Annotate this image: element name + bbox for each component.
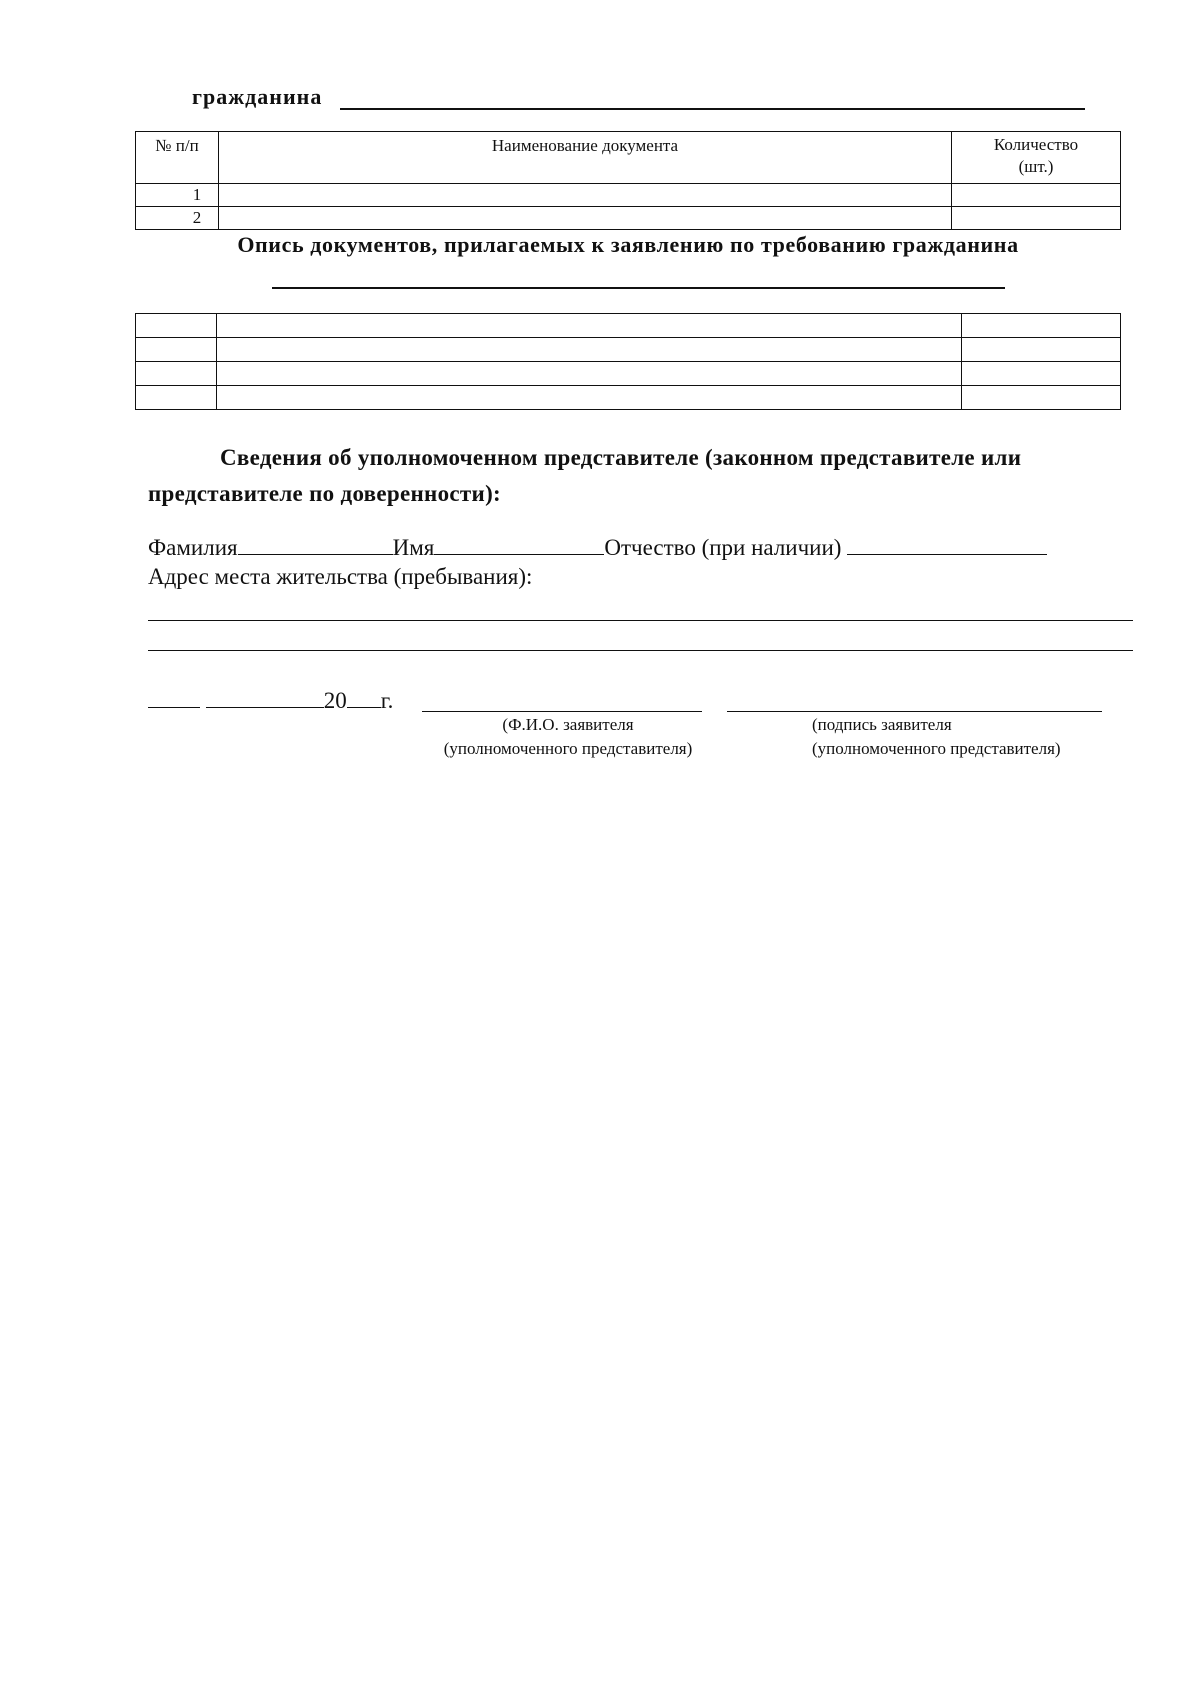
applicant-signature-line[interactable] xyxy=(727,711,1102,712)
table-row xyxy=(136,386,1121,410)
cell[interactable] xyxy=(217,362,962,386)
quantity-cell[interactable] xyxy=(952,184,1121,207)
signature-caption-line-2: (уполномоченного представителя) xyxy=(812,739,1061,758)
table-row xyxy=(136,207,1121,230)
table-row xyxy=(136,338,1121,362)
address-field-line-1[interactable] xyxy=(148,620,1133,621)
applicant-fio-line[interactable] xyxy=(422,711,702,712)
inventory-citizen-line[interactable] xyxy=(272,287,1005,289)
quantity-cell[interactable] xyxy=(952,207,1121,230)
column-header-quantity: Количество (шт.) xyxy=(952,132,1121,184)
surname-field[interactable] xyxy=(238,532,393,555)
patronymic-field[interactable] xyxy=(847,532,1047,555)
address-label: Адрес места жительства (пребывания): xyxy=(148,564,533,589)
cell[interactable] xyxy=(136,362,217,386)
surname-label: Фамилия xyxy=(148,535,238,560)
year-field[interactable] xyxy=(347,685,381,708)
cell[interactable] xyxy=(962,362,1121,386)
citizen-name-line[interactable] xyxy=(340,108,1085,110)
table-header-row xyxy=(136,132,1121,184)
cell[interactable] xyxy=(136,386,217,410)
table-row xyxy=(136,314,1121,338)
row-number: 1 xyxy=(136,184,219,207)
cell[interactable] xyxy=(136,314,217,338)
signature-caption-line-1: (подпись заявителя xyxy=(812,715,952,734)
address-field-line-2[interactable] xyxy=(148,650,1133,651)
representative-title: Сведения об уполномоченном представителе (законном представителе или представителе по доверенности): xyxy=(148,445,1022,506)
fio-caption-line-1: (Ф.И.О. заявителя xyxy=(502,715,634,734)
cell[interactable] xyxy=(217,314,962,338)
date-row xyxy=(148,685,393,714)
inventory-title: Опись документов, прилагаемых к заявлению по требованию гражданина xyxy=(237,232,1019,257)
row-number: 2 xyxy=(136,207,219,230)
cell[interactable] xyxy=(962,386,1121,410)
day-field[interactable] xyxy=(148,685,200,708)
cell[interactable] xyxy=(962,314,1121,338)
cell[interactable] xyxy=(136,338,217,362)
year-suffix: г. xyxy=(380,688,394,713)
representative-name-row xyxy=(148,532,1047,561)
cell[interactable] xyxy=(962,338,1121,362)
table-row xyxy=(136,362,1121,386)
month-field[interactable] xyxy=(206,685,324,708)
column-header-document-name: Наименование документа xyxy=(219,132,952,184)
fio-caption xyxy=(418,713,718,761)
cell[interactable] xyxy=(217,386,962,410)
document-name-cell[interactable] xyxy=(219,207,952,230)
name-label: Имя xyxy=(392,535,435,560)
inventory-table xyxy=(135,313,1121,410)
documents-table xyxy=(135,131,1121,230)
patronymic-label: Отчество (при наличии) xyxy=(604,535,842,560)
table-row xyxy=(136,184,1121,207)
fio-caption-line-2: (уполномоченного представителя) xyxy=(443,739,693,758)
citizen-label: гражданина xyxy=(192,84,323,109)
signature-caption xyxy=(812,713,1061,761)
name-field[interactable] xyxy=(434,532,604,555)
column-header-number: № п/п xyxy=(136,132,219,184)
document-name-cell[interactable] xyxy=(219,184,952,207)
cell[interactable] xyxy=(217,338,962,362)
year-prefix: 20 xyxy=(323,688,347,713)
